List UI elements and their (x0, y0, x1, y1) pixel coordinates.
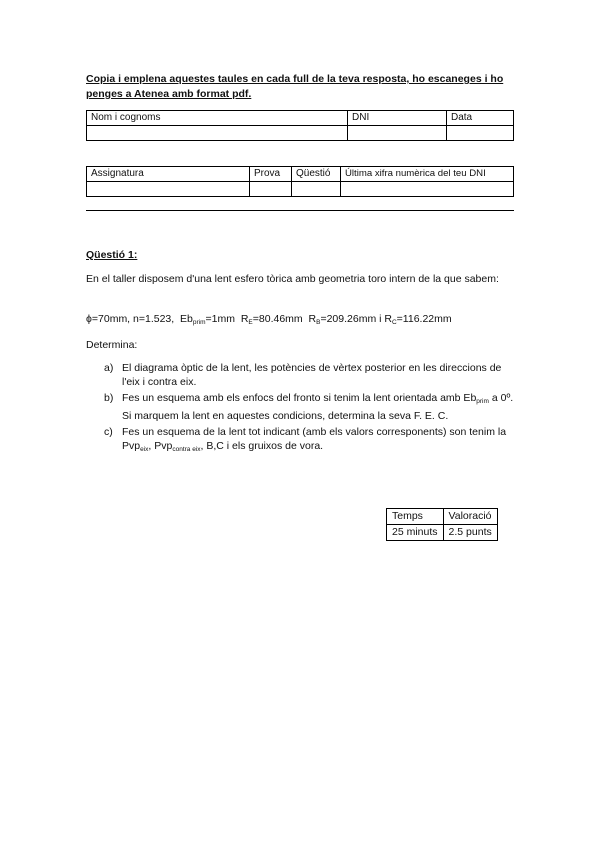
table-row (87, 182, 514, 197)
question-title: Qüestió 1: (86, 249, 138, 261)
header-dni: DNI (348, 111, 447, 126)
re-sub: E (248, 319, 253, 326)
rb-value: =209.26mm i (320, 313, 382, 325)
question-intro: En el taller disposem d'una lent esfero tòrica amb geometria toro intern de la que sabem: (86, 273, 499, 285)
temps-value: 25 minuts (387, 525, 444, 541)
exam-info-table (86, 166, 514, 197)
list-item (86, 361, 514, 389)
item-text: Fes un esquema amb els enfocs del fronto si tenim la lent orientada amb Eb (122, 392, 477, 404)
header-valoracio: Valoració (443, 509, 497, 525)
cell-questio[interactable] (292, 182, 341, 197)
table-header-row (387, 509, 498, 525)
item-marker: a) (104, 362, 114, 374)
table-row (87, 126, 514, 141)
item-marker: c) (104, 426, 113, 438)
instructions: Copia i emplena aquestes taules en cada full de la teva resposta, ho escaneges i ho penges a Atenea amb format pdf. (86, 73, 504, 100)
question-data (86, 312, 514, 330)
question-items (86, 361, 514, 459)
cell-prova[interactable] (250, 182, 292, 197)
header-nom-cognoms: Nom i cognoms (87, 111, 348, 126)
header-data: Data (447, 111, 514, 126)
rc-value: =116.22mm (396, 313, 452, 325)
item-text: a 0º. Si marquem la lent en aquestes condicions, determina la seva F. E. C. (122, 392, 514, 422)
item-text: , Pvp (148, 440, 173, 452)
rc-label: R (384, 313, 392, 325)
score-table (386, 508, 498, 541)
rb-sub: B (316, 319, 321, 326)
eb-value: =1mm (205, 313, 235, 325)
cell-assignatura[interactable] (87, 182, 250, 197)
header-assignatura: Assignatura (87, 167, 250, 182)
item-text: Fes un esquema de la lent tot indicant (amb els valors corresponents) son tenim la Pvp (122, 426, 507, 452)
item-sub: eix (140, 446, 149, 453)
student-info-table (86, 110, 514, 141)
valoracio-value: 2.5 punts (443, 525, 497, 541)
table-header-row (87, 167, 514, 182)
item-text: , B,C i els gruixos de vora. (200, 440, 324, 452)
re-value: =80.46mm (252, 313, 303, 325)
phi-value: ϕ=70mm, n=1.523, (86, 313, 175, 325)
divider (86, 210, 514, 211)
list-item (86, 391, 514, 423)
item-marker: b) (104, 392, 114, 404)
eb-sub: prim (192, 319, 206, 326)
cell-ultima-xifra[interactable] (341, 182, 514, 197)
header-temps: Temps (387, 509, 444, 525)
item-sub: contra eix (172, 446, 201, 453)
header-ultima-xifra: Última xifra numèrica del teu DNI (341, 167, 514, 182)
rc-sub: C (391, 319, 397, 326)
eb-label: Eb (180, 313, 193, 325)
determina-label: Determina: (86, 339, 138, 351)
table-row (387, 525, 498, 541)
header-questio: Qüestió (292, 167, 341, 182)
item-sub: prim (476, 398, 489, 405)
cell-dni[interactable] (348, 126, 447, 141)
table-header-row (87, 111, 514, 126)
item-text: El diagrama òptic de la lent, les potències de vèrtex posterior en les direccions de l'eix i contra eix. (122, 362, 502, 388)
cell-nom-cognoms[interactable] (87, 126, 348, 141)
rb-label: R (308, 313, 317, 325)
list-item (86, 425, 514, 457)
cell-data[interactable] (447, 126, 514, 141)
header-prova: Prova (250, 167, 292, 182)
re-label: R (240, 313, 249, 325)
